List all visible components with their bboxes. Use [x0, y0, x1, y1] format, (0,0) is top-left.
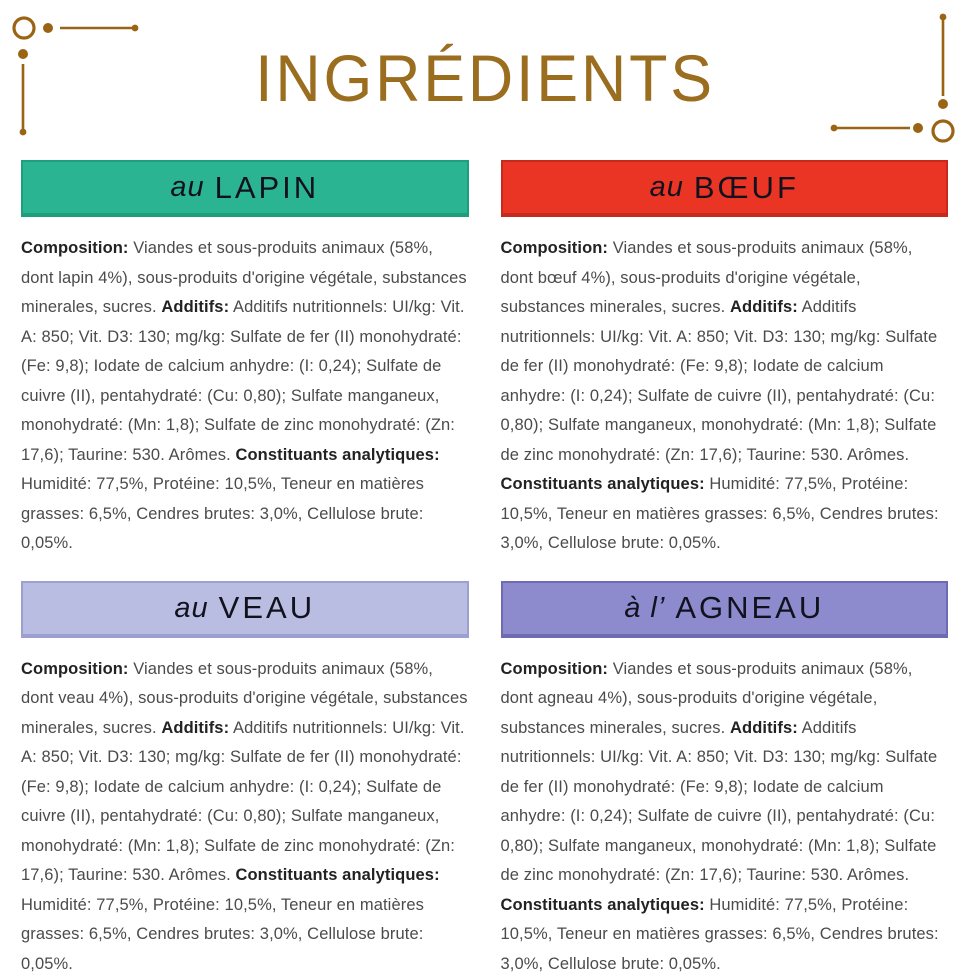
- composition-body: Viandes et sous-produits animaux (58%, dont bœuf 4%), sous-produits d'origine végétale, substances minerales, sucres.: [501, 239, 913, 316]
- additifs-label: Additifs:: [161, 298, 229, 316]
- additifs-body: Additifs nutritionnels: UI/kg: Vit. A: 850; Vit. D3: 130; mg/kg: Sulfate de fer (II) monohydraté: (Fe: 9,8); Iodate de calcium anhydre: (I: 0,24); Sulfate de cuivre (II), pentahydraté: (Cu: 0,80); Sulfate manganeux, monohydraté: (Mn: 1,8); Sulfate de zinc monohydraté: (Zn: 17,6); Taurine: 530. Arômes.: [21, 719, 465, 885]
- constituants-label: Constituants analytiques:: [501, 896, 705, 914]
- additifs-label: Additifs:: [161, 719, 229, 737]
- panel-lapin: [21, 160, 469, 559]
- composition-body: Viandes et sous-produits animaux (58%, dont veau 4%), sous-produits d'origine végétale, substances minerales, sucres.: [21, 660, 468, 737]
- additifs-body: Additifs nutritionnels: UI/kg: Vit. A: 850; Vit. D3: 130; mg/kg: Sulfate de fer (II) monohydraté: (Fe: 9,8); Iodate de calcium anhydre: (I: 0,24); Sulfate de cuivre (II), pentahydraté: (Cu: 0,80); Sulfate manganeux, monohydraté: (Mn: 1,8); Sulfate de zinc monohydraté: (Zn: 17,6); Taurine: 530. Arômes.: [501, 298, 938, 464]
- variants-grid: [21, 160, 948, 979]
- page-header: [0, 0, 970, 152]
- banner-prefix: au: [650, 171, 684, 204]
- banner-boeuf: [501, 160, 949, 217]
- composition-body: Viandes et sous-produits animaux (58%, dont agneau 4%), sous-produits d'origine végétale, substances minerales, sucres.: [501, 660, 913, 737]
- constituants-body: Humidité: 77,5%, Protéine: 10,5%, Teneur en matières grasses: 6,5%, Cendres brutes: 3,0%, Cellulose brute: 0,05%.: [21, 896, 424, 973]
- banner-variant-name: AGNEAU: [675, 590, 824, 626]
- panel-agneau: [501, 581, 949, 979]
- constituants-body: Humidité: 77,5%, Protéine: 10,5%, Teneur en matières grasses: 6,5%, Cendres brutes: 3,0%, Cellulose brute: 0,05%.: [501, 475, 939, 552]
- composition-text-lapin: [21, 234, 469, 559]
- constituants-body: Humidité: 77,5%, Protéine: 10,5%, Teneur en matières grasses: 6,5%, Cendres brutes: 3,0%, Cellulose brute: 0,05%.: [501, 896, 939, 973]
- banner-variant-name: BŒUF: [694, 170, 799, 206]
- additifs-body: Additifs nutritionnels: UI/kg: Vit. A: 850; Vit. D3: 130; mg/kg: Sulfate de fer (II) monohydraté: (Fe: 9,8); Iodate de calcium anhydre: (I: 0,24); Sulfate de cuivre (II), pentahydraté: (Cu: 0,80); Sulfate manganeux, monohydraté: (Mn: 1,8); Sulfate de zinc monohydraté: (Zn: 17,6); Taurine: 530. Arômes.: [501, 719, 938, 885]
- banner-agneau: [501, 581, 949, 638]
- banner-prefix: au: [174, 592, 208, 625]
- additifs-label: Additifs:: [730, 298, 798, 316]
- constituants-label: Constituants analytiques:: [501, 475, 705, 493]
- additifs-label: Additifs:: [730, 719, 798, 737]
- composition-text-veau: [21, 655, 469, 979]
- constituants-body: Humidité: 77,5%, Protéine: 10,5%, Teneur en matières grasses: 6,5%, Cendres brutes: 3,0%, Cellulose brute: 0,05%.: [21, 475, 424, 552]
- panel-boeuf: [501, 160, 949, 559]
- banner-variant-name: LAPIN: [215, 170, 320, 206]
- banner-lapin: [21, 160, 469, 217]
- composition-text-agneau: [501, 655, 949, 979]
- composition-text-boeuf: [501, 234, 949, 559]
- additifs-body: Additifs nutritionnels: UI/kg: Vit. A: 850; Vit. D3: 130; mg/kg: Sulfate de fer (II) monohydraté: (Fe: 9,8); Iodate de calcium anhydre: (I: 0,24); Sulfate de cuivre (II), pentahydraté: (Cu: 0,80); Sulfate manganeux, monohydraté: (Mn: 1,8); Sulfate de zinc monohydraté: (Zn: 17,6); Taurine: 530. Arômes.: [21, 298, 465, 464]
- banner-prefix: à l’: [624, 592, 665, 625]
- banner-veau: [21, 581, 469, 638]
- banner-prefix: au: [170, 171, 204, 204]
- panel-veau: [21, 581, 469, 979]
- banner-variant-name: VEAU: [219, 590, 315, 626]
- composition-label: Composition:: [21, 660, 129, 678]
- constituants-label: Constituants analytiques:: [235, 866, 439, 884]
- composition-body: Viandes et sous-produits animaux (58%, dont lapin 4%), sous-produits d'origine végétale, substances minerales, sucres.: [21, 239, 467, 316]
- constituants-label: Constituants analytiques:: [235, 446, 439, 464]
- page-title: INGRÉDIENTS: [24, 0, 946, 116]
- composition-label: Composition:: [501, 660, 609, 678]
- composition-label: Composition:: [501, 239, 609, 257]
- composition-label: Composition:: [21, 239, 129, 257]
